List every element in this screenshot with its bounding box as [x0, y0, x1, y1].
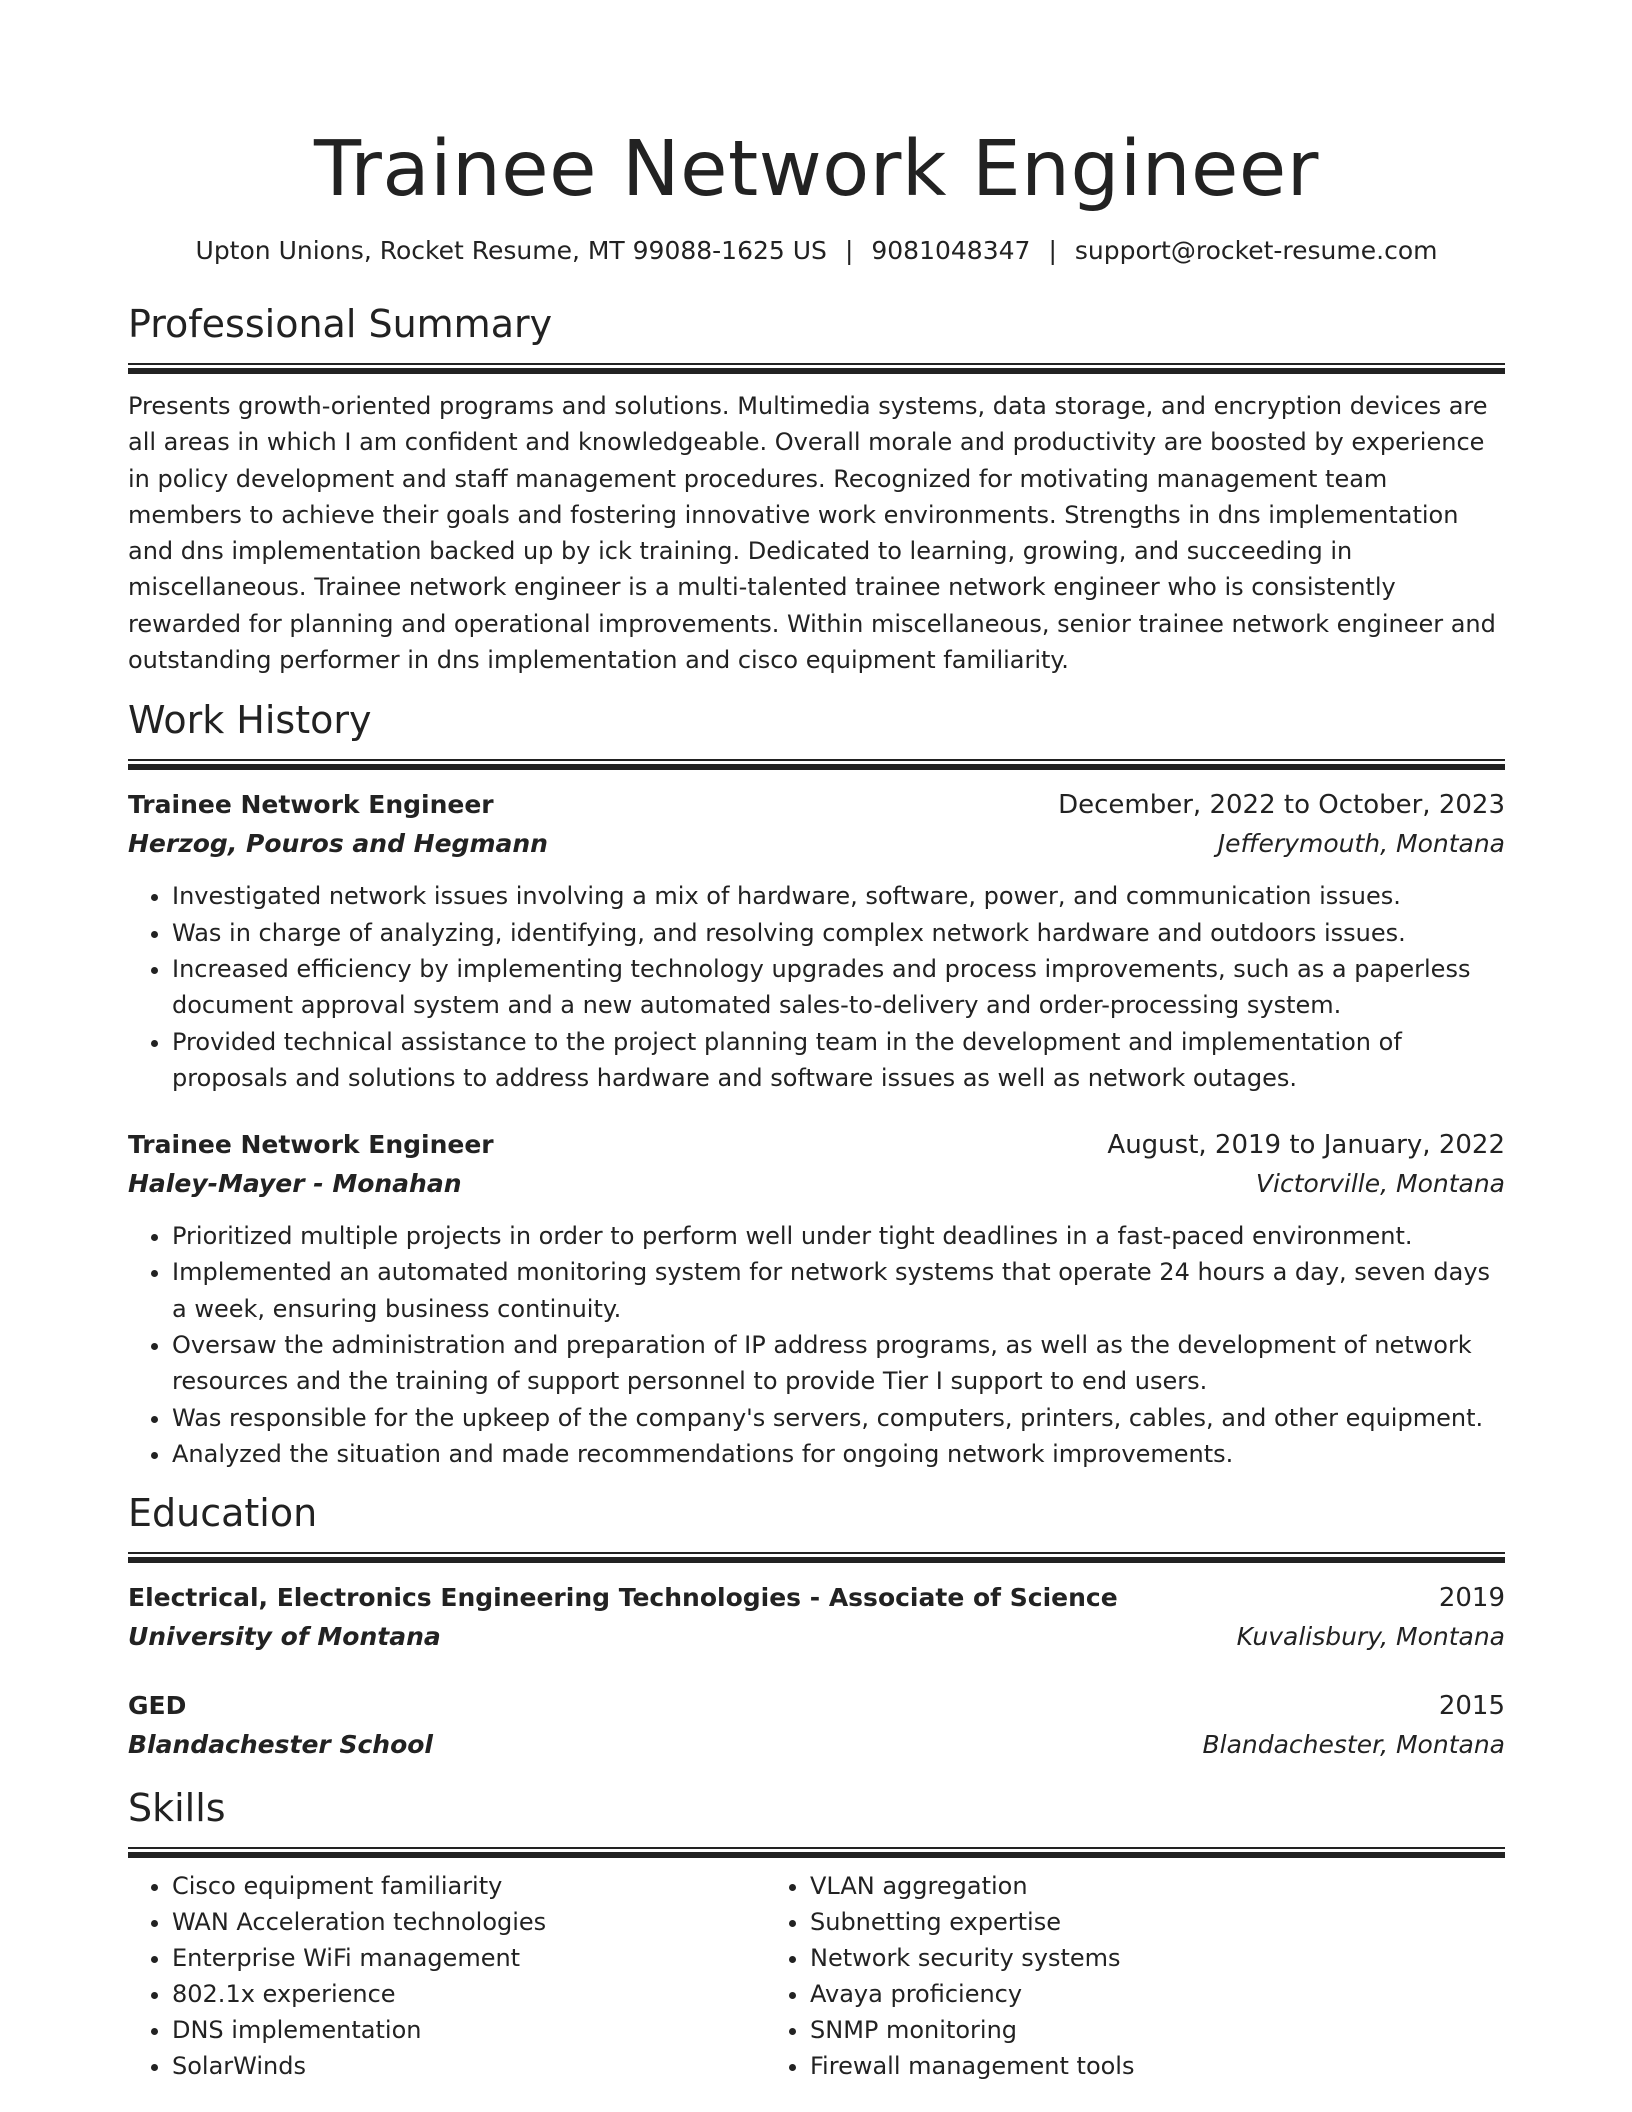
education-degree: GED	[128, 1691, 187, 1721]
education-year: 2015	[1438, 1691, 1505, 1722]
work-history-heading: Work History	[128, 698, 372, 743]
job-entry	[128, 786, 1505, 1096]
section-divider	[128, 363, 1505, 374]
education-year: 2019	[1438, 1583, 1505, 1614]
skill-item: • WAN Acceleration technologies	[172, 1904, 762, 1940]
skills-columns	[128, 1868, 1505, 2084]
contact-email: support@rocket-resume.com	[1074, 236, 1438, 265]
job-location: Victorville, Montana	[1255, 1169, 1505, 1199]
skills-list-right	[762, 1868, 1396, 2084]
job-bullet: • Implemented an automated monitoring system for network systems that operate 24 hours a day, seven days a week, ensuring business continuity.	[172, 1254, 1505, 1327]
contact-separator: |	[1048, 236, 1057, 265]
summary-text: Presents growth-oriented programs and solutions. Multimedia systems, data storage, and encryption devices are all areas in which I am confident and knowledgeable. Overall morale and productivity are boosted by experience in policy development and staff management procedures. Recognized for motivating management team members to achieve their goals and fostering innovative work environments. Strengths in dns implementation and dns implementation backed up by ick training. Dedicated to learning, growing, and succeeding in miscellaneous. Trainee network engineer is a multi-talented trainee network engineer who is consistently rewarded for planning and operational improvements. Within miscellaneous, senior trainee network engineer and outstanding performer in dns implementation and cisco equipment familiarity.	[128, 392, 1496, 675]
job-bullet: • Oversaw the administration and preparation of IP address programs, as well as the development of network resources and the training of support personnel to provide Tier I support to end users.	[172, 1327, 1505, 1400]
skill-item: • Avaya proficiency	[810, 1976, 1396, 2012]
job-dates: August, 2019 to January, 2022	[1107, 1130, 1505, 1161]
contact-phone: 9081048347	[871, 236, 1031, 265]
education-entry	[128, 1687, 1505, 1765]
job-bullet: • Was in charge of analyzing, identifying, and resolving complex network hardware and outdoors issues.	[172, 915, 1505, 951]
resume-page	[128, 0, 1505, 2084]
job-location: Jefferymouth, Montana	[1217, 829, 1505, 859]
skill-item: • VLAN aggregation	[810, 1868, 1396, 1904]
skill-item: • SNMP monitoring	[810, 2012, 1396, 2048]
education-school: University of Montana	[128, 1622, 441, 1652]
job-bullet: • Investigated network issues involving a mix of hardware, software, power, and communication issues.	[172, 878, 1505, 914]
contact-address: Upton Unions, Rocket Resume, MT 99088-1625 US	[195, 236, 827, 265]
job-dates: December, 2022 to October, 2023	[1058, 790, 1505, 821]
skill-item: • SolarWinds	[172, 2048, 762, 2084]
summary-heading: Professional Summary	[128, 302, 553, 346]
job-company: Herzog, Pouros and Hegmann	[128, 829, 548, 859]
job-bullet: • Was responsible for the upkeep of the company's servers, computers, printers, cables, and other equipment.	[172, 1400, 1505, 1436]
education-location: Blandachester, Montana	[1202, 1730, 1505, 1760]
job-company: Haley-Mayer - Monahan	[128, 1169, 462, 1199]
job-bullet: • Increased efficiency by implementing technology upgrades and process improvements, such as a paperless document approval system and a new automated sales-to-delivery and order-processing system.	[172, 951, 1505, 1024]
resume-name: Trainee Network Engineer	[314, 125, 1319, 214]
education-school: Blandachester School	[128, 1730, 433, 1760]
skill-item: • Cisco equipment familiarity	[172, 1868, 762, 1904]
section-divider	[128, 1552, 1505, 1563]
education-location: Kuvalisbury, Montana	[1236, 1622, 1505, 1652]
job-entry	[128, 1126, 1505, 1472]
summary-section	[128, 301, 1505, 678]
work-history-section	[128, 697, 1505, 1472]
skills-heading: Skills	[128, 1786, 226, 1831]
job-bullets	[128, 878, 1505, 1096]
section-divider	[128, 1847, 1505, 1858]
skill-item: • DNS implementation	[172, 2012, 762, 2048]
skill-item: • Enterprise WiFi management	[172, 1940, 762, 1976]
contact-line	[128, 234, 1505, 268]
job-title: Trainee Network Engineer	[128, 790, 494, 820]
education-entry	[128, 1579, 1505, 1657]
skill-item: • Subnetting expertise	[810, 1904, 1396, 1940]
job-bullets	[128, 1218, 1505, 1472]
contact-separator: |	[844, 236, 854, 265]
section-divider	[128, 759, 1505, 770]
education-heading: Education	[128, 1491, 318, 1536]
skill-item: • Network security systems	[810, 1940, 1396, 1976]
job-title: Trainee Network Engineer	[128, 1130, 494, 1160]
job-bullet: • Provided technical assistance to the project planning team in the development and implementation of proposals and solutions to address hardware and software issues as well as network outages.	[172, 1024, 1505, 1097]
skills-section	[128, 1785, 1505, 2084]
skill-item: • 802.1x experience	[172, 1976, 762, 2012]
skill-item: • Firewall management tools	[810, 2048, 1396, 2084]
education-degree: Electrical, Electronics Engineering Technologies - Associate of Science	[128, 1583, 1118, 1613]
job-bullet: • Analyzed the situation and made recommendations for ongoing network improvements.	[172, 1436, 1505, 1472]
education-section	[128, 1490, 1505, 1765]
skills-list-left	[128, 1868, 762, 2084]
job-bullet: • Prioritized multiple projects in order to perform well under tight deadlines in a fast-paced environment.	[172, 1218, 1505, 1254]
